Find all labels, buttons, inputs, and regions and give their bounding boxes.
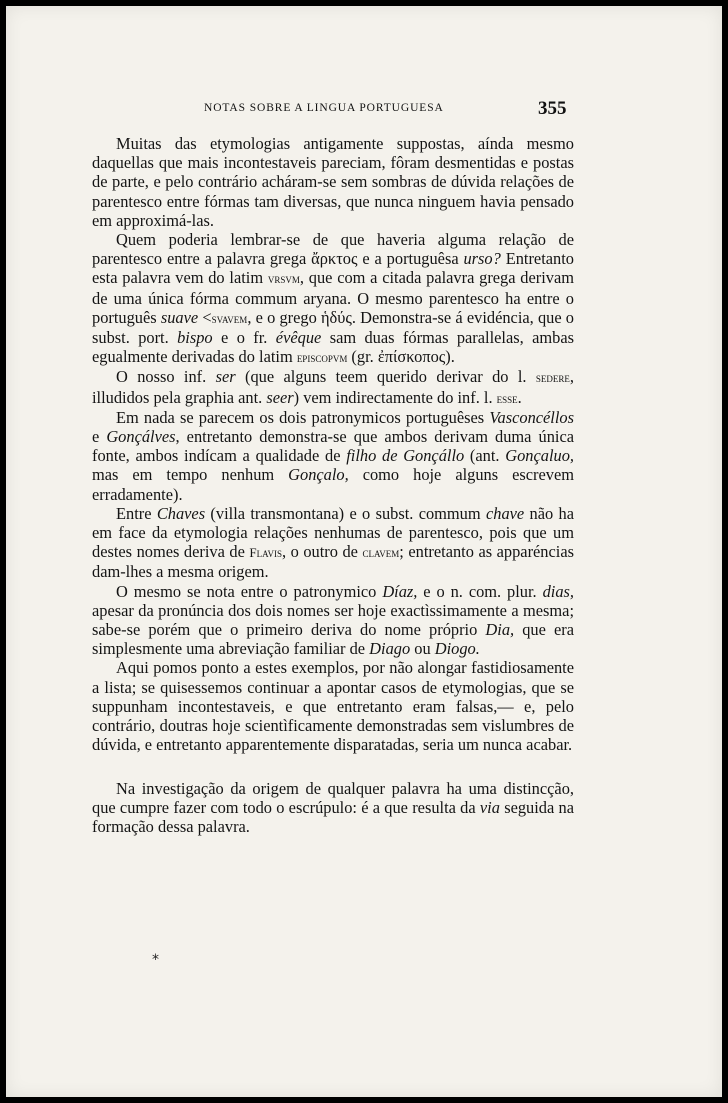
page-number: 355 (538, 98, 567, 119)
text-run: e o fr. (212, 328, 276, 348)
text-run: como hoje alguns escrevem erradamente). (92, 465, 574, 504)
paragraph (92, 408, 574, 504)
running-title: NOTAS SOBRE A LINGUA PORTUGUESA (204, 102, 444, 114)
italic-term: Gonçaluo, (505, 446, 574, 466)
italic-term: Gonçálves (106, 427, 176, 447)
text-run: < (198, 307, 212, 327)
paragraph (92, 779, 574, 837)
text-run: , entretanto demonstra-se que ambos derivam duma única fonte, ambos indícam a qualidade de (92, 427, 574, 466)
italic-term: Gonçalo, (288, 465, 349, 485)
text-run: Em nada se parecem os dois patronymicos portuguêses (116, 407, 490, 427)
italic-term: filho de Gonçállo (346, 446, 465, 466)
paragraph (92, 582, 574, 659)
italic-term: dias, (542, 581, 574, 601)
text-run: seguida na formação dessa palavra. (92, 797, 574, 836)
text-run: Na investigação da origem de qualquer palavra ha uma distincção, que cumpre fazer com todo o escrúpulo: é a que resulta da (92, 778, 574, 817)
paragraph (92, 367, 574, 407)
small-caps-term: sedere (535, 370, 570, 386)
italic-term: Díaz, (382, 581, 418, 601)
paragraph (92, 658, 574, 754)
text-run: que era simplesmente uma abreviação familiar de (92, 620, 575, 659)
italic-term: Dia, (485, 620, 515, 640)
text-run: (gr. ἐπίσκοπος). (347, 347, 455, 367)
book-page (6, 6, 722, 1097)
paragraph (92, 230, 574, 367)
text-run: não ha em face da etymologia relações nenhumas de parentesco, pois que um destes nomes deriva de (92, 503, 574, 562)
text-run: mas em tempo nenhum (92, 465, 289, 485)
text-run: (ant. (464, 446, 506, 466)
text-run: Entretanto esta palavra vem do latim (92, 249, 574, 288)
text-run: . (517, 387, 522, 407)
text-run: , o outro de (281, 542, 363, 562)
italic-term: bispo (177, 328, 213, 348)
end-ornament: * (152, 952, 159, 968)
small-caps-term: episcopvm (296, 350, 348, 366)
paragraph (92, 134, 574, 230)
text-run: Entre (116, 503, 157, 523)
italic-term: Diago (369, 639, 411, 659)
italic-term: évêque (275, 328, 322, 348)
italic-term: suave (160, 307, 199, 327)
text-run: ; entretanto as apparéncias dam-lhes a mesma origem. (92, 542, 574, 582)
text-run: , illudidos pela graphia ant. (92, 367, 574, 407)
text-run: (villa transmontana) e o subst. commum (205, 503, 486, 523)
italic-term: ser (215, 367, 236, 387)
text-run: O mesmo se nota entre o patronymico (116, 581, 383, 601)
text-run: Muitas das etymologias antigamente suppostas, aínda mesmo daquellas que mais incontestaveis pareciam, fôram desmentidas e postas de parte, e pelo contrário acháram-se sem sombras de dúvida relações de parentesco entre fórmas tam diversas, que nunca ninguem havia pensado em approximá-las. (92, 134, 574, 230)
text-run: , que com a citada palavra grega derivam de uma única fórma commum aryana. O mesmo parentesco ha entre o português (92, 268, 574, 327)
text-run: sam duas fórmas parallelas, ambas egualmente derivadas do latim (92, 328, 574, 367)
small-caps-term: clavem (362, 545, 400, 561)
small-caps-term: svavem (211, 310, 248, 326)
italic-term: Diogo. (434, 639, 480, 659)
small-caps-term: Flavis (249, 545, 282, 561)
text-run: e (92, 427, 107, 447)
small-caps-term: esse (496, 390, 518, 406)
text-run: O nosso inf. (116, 367, 216, 387)
text-run: , e o grego ἡδύς. Demonstra-se á evidéncia, que o subst. port. (92, 307, 575, 348)
page-header (6, 98, 722, 124)
text-run: e o n. com. plur. (417, 581, 543, 601)
italic-term: via (479, 797, 500, 817)
text-run: apesar da pronúncia dos dois nomes ser hoje exactìssimamente a mesma; sabe-se porém que o primeiro deriva do nome próprio (92, 600, 574, 640)
paragraph (92, 504, 574, 582)
italic-term: chave (485, 503, 525, 523)
italic-term: urso? (463, 249, 501, 269)
italic-term: Vasconcéllos (489, 407, 574, 427)
text-run: Quem poderia lembrar-se de que haveria alguma relação de parentesco entre a palavra grega ἄρκτος e a portuguêsa (92, 230, 574, 269)
text-run: ou (410, 639, 435, 659)
text-run: (que alguns teem querido derivar do l. (235, 367, 536, 387)
text-run: Aqui pomos ponto a estes exemplos, por não alongar fastidiosamente a lista; se quisessemos continuar a apontar casos de etymologias, que se suppunham incontestaveis, e que entretanto eram falsas,— e, pelo contrário, doutras hoje scientìficamente demonstradas sem vislumbres de dúvida, e entretanto apparentemente disparatadas, seria um nunca acabar. (92, 658, 574, 755)
italic-term: Chaves (156, 503, 206, 523)
text-run: ) vem indirectamente do inf. l. (293, 387, 497, 407)
body-text (92, 134, 574, 836)
small-caps-term: vrsvm (267, 271, 300, 287)
italic-term: seer (266, 387, 294, 407)
